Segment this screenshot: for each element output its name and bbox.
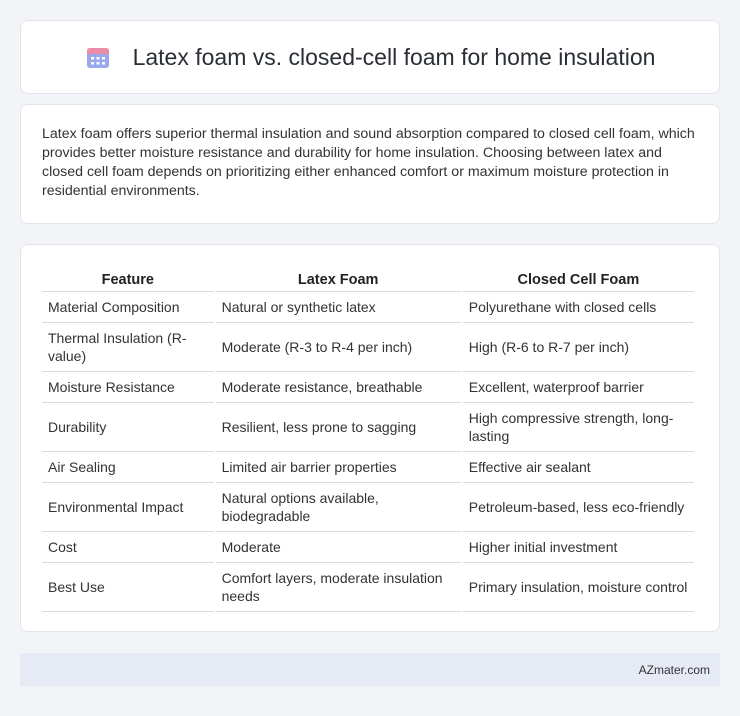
table-cell: Moderate (R-3 to R-4 per inch): [216, 323, 461, 372]
table-cell: Limited air barrier properties: [216, 452, 461, 483]
column-header-closed-cell-foam: Closed Cell Foam: [463, 265, 694, 292]
table-cell: Cost: [42, 532, 214, 563]
comparison-table-card: [20, 244, 720, 632]
table-cell: Resilient, less prone to sagging: [216, 403, 461, 452]
table-cell: Natural or synthetic latex: [216, 292, 461, 323]
table-cell: Air Sealing: [42, 452, 214, 483]
footer-brand: AZmater.com: [638, 662, 710, 677]
column-header-feature: Feature: [42, 265, 214, 292]
calendar-icon: [85, 44, 111, 70]
table-row: [42, 563, 694, 612]
table-row: [42, 292, 694, 323]
table-cell: Moderate: [216, 532, 461, 563]
table-cell: Comfort layers, moderate insulation needs: [216, 563, 461, 612]
table-cell: Primary insulation, moisture control: [463, 563, 694, 612]
table-cell: High compressive strength, long-lasting: [463, 403, 694, 452]
table-cell: Thermal Insulation (R-value): [42, 323, 214, 372]
table-cell: Natural options available, biodegradable: [216, 483, 461, 532]
summary-text: Latex foam offers superior thermal insulation and sound absorption compared to closed cell foam, which provides better moisture resistance and durability for home insulation. Choosing between latex and closed cell foam depends on prioritizing either enhanced comfort or maximum moisture protection in residential environments.: [42, 126, 695, 199]
table-cell: Higher initial investment: [463, 532, 694, 563]
table-cell: Material Composition: [42, 292, 214, 323]
column-header-latex-foam: Latex Foam: [216, 265, 461, 292]
footer: [20, 653, 720, 686]
table-cell: Petroleum-based, less eco-friendly: [463, 483, 694, 532]
table-row: [42, 452, 694, 483]
table-cell: Polyurethane with closed cells: [463, 292, 694, 323]
table-row: [42, 323, 694, 372]
table-cell: Best Use: [42, 563, 214, 612]
table-row: [42, 403, 694, 452]
table-cell: Moderate resistance, breathable: [216, 372, 461, 403]
table-row: [42, 532, 694, 563]
table-cell: Excellent, waterproof barrier: [463, 372, 694, 403]
page-title: Latex foam vs. closed-cell foam for home insulation: [132, 43, 656, 70]
summary-card: [20, 104, 720, 224]
title-card: [20, 20, 720, 94]
table-cell: Durability: [42, 403, 214, 452]
table-cell: Effective air sealant: [463, 452, 694, 483]
table-cell: Environmental Impact: [42, 483, 214, 532]
table-cell: High (R-6 to R-7 per inch): [463, 323, 694, 372]
table-cell: Moisture Resistance: [42, 372, 214, 403]
comparison-table: [40, 265, 696, 612]
table-row: [42, 372, 694, 403]
table-row: [42, 483, 694, 532]
table-header-row: [42, 265, 694, 292]
